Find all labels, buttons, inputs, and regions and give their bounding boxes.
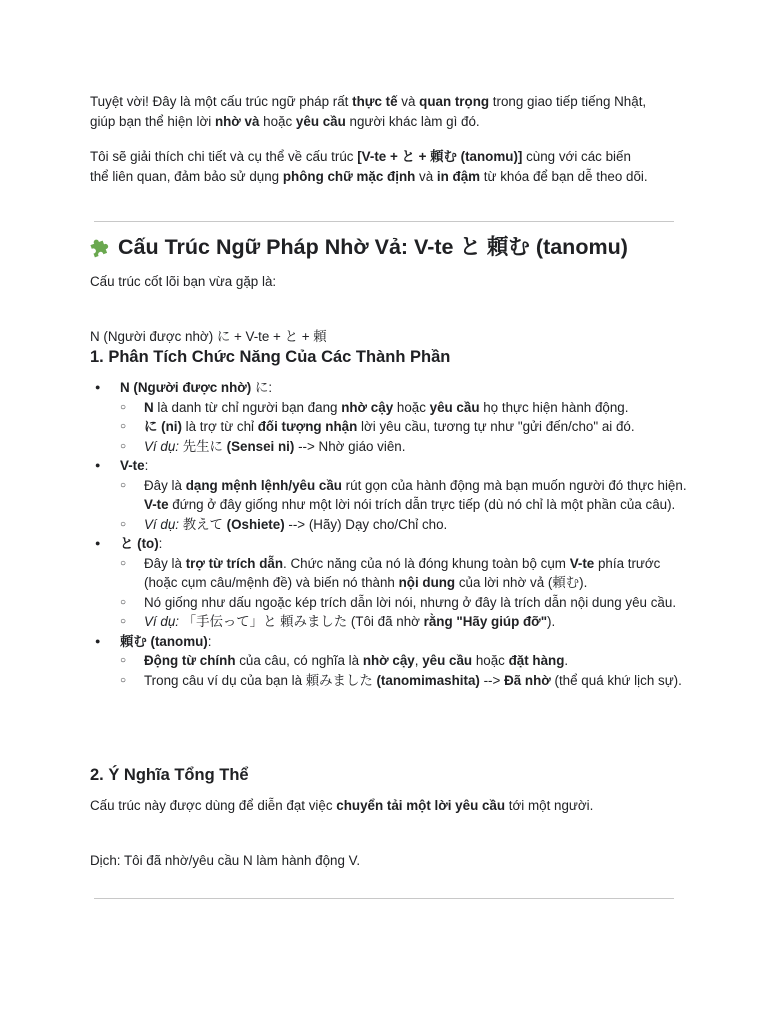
list-subitem: ○ Trong câu ví dụ của bạn là 頼みました (tanomimashita) --> Đã nhờ (thể quá khứ lịch sự). [120,671,690,691]
list-subitem: ○ Đây là trợ từ trích dẫn. Chức năng của nó là đóng khung toàn bộ cụm V-te phía trước (hoặc cụm câu/mệnh đề) và biến nó thành nội dung của lời nhờ vả (頼む). [120,554,690,593]
list-subitem: ○ Ví dụ: 先生に (Sensei ni) --> Nhờ giáo viên. [120,437,690,457]
main-heading-text: Cấu Trúc Ngữ Pháp Nhờ Vả: V-te と 頼む (tanomu) [118,235,628,259]
list-item: ● 頼む (tanomu): ○ Động từ chính của câu, có nghĩa là nhờ cậy, yêu cầu hoặc đặt hàng. ○ Trong câu ví dụ của bạn là 頼みました (tanomimashita) --> Đã nhờ (thể quá khứ lịch sự). [90,632,690,691]
divider-bottom [94,898,674,899]
section-1-title: 1. Phân Tích Chức Năng Của Các Thành Phần [90,348,451,366]
translation-line: Dịch: Tôi đã nhờ/yêu cầu N làm hành động V. [90,853,361,868]
list-item: ● N (Người được nhờ) に: ○ N là danh từ chỉ người bạn đang nhờ cậy hoặc yêu cầu họ thực hiện hành động. ○ に (ni) là trợ từ chỉ đối tượng nhận lời yêu cầu, tương tự như "gửi đến/cho" ai đó. ○ Ví dụ: 先生に (Sensei ni) --> Nhờ giáo viên. [90,378,690,456]
list-item: ● V-te: ○ Đây là dạng mệnh lệnh/yêu cầu rút gọn của hành động mà bạn muốn người đó thực hiện. V-te đứng ở đây giống như một lời nói trích dẫn trực tiếp (dù nó chỉ là một phần của câu). ○ Ví dụ: 教えて (Oshiete) --> (Hãy) Dạy cho/Chỉ cho. [90,456,690,534]
list-subitem: ○ N là danh từ chỉ người bạn đang nhờ cậy hoặc yêu cầu họ thực hiện hành động. [120,398,690,418]
component-list [90,378,690,690]
divider-top [94,221,674,222]
list-subitem: ○ Ví dụ: 「手伝って」と 頼みました (Tôi đã nhờ rằng "Hãy giúp đỡ"). [120,612,690,632]
list-subitem: ○ に (ni) là trợ từ chỉ đối tượng nhận lời yêu cầu, tương tự như "gửi đến/cho" ai đó. [120,417,690,437]
list-subitem: ○ Ví dụ: 教えて (Oshiete) --> (Hãy) Dạy cho/Chỉ cho. [120,515,690,535]
intro-paragraph-2: Tôi sẽ giải thích chi tiết và cụ thể về cấu trúc [V-te + と + 頼む (tanomu)] cùng với các biến thể liên quan, đảm bảo sử dụng phông chữ mặc định và in đậm từ khóa để bạn dễ theo dõi. [90,149,648,184]
core-intro: Cấu trúc cốt lõi bạn vừa gặp là: [90,274,277,289]
list-subitem: ○ Động từ chính của câu, có nghĩa là nhờ cậy, yêu cầu hoặc đặt hàng. [120,651,690,671]
formula-line: N (Người được nhờ) に + V-te + と + 頼 [90,329,327,344]
section-2-title: 2. Ý Nghĩa Tổng Thể [90,766,249,784]
puzzle-icon [88,234,112,258]
intro-paragraph-1: Tuyệt vời! Đây là một cấu trúc ngữ pháp rất thực tế và quan trọng trong giao tiếp tiếng Nhật, giúp bạn thể hiện lời nhờ và hoặc yêu cầu người khác làm gì đó. [90,94,647,129]
list-subitem: ○ Đây là dạng mệnh lệnh/yêu cầu rút gọn của hành động mà bạn muốn người đó thực hiện. V-te đứng ở đây giống như một lời nói trích dẫn trực tiếp (dù nó chỉ là một phần của câu). [120,476,690,515]
section-2-paragraph: Cấu trúc này được dùng để diễn đạt việc chuyển tải một lời yêu cầu tới một người. [90,798,594,813]
list-item: ● と (to): ○ Đây là trợ từ trích dẫn. Chức năng của nó là đóng khung toàn bộ cụm V-te phía trước (hoặc cụm câu/mệnh đề) và biến nó thành nội dung của lời nhờ vả (頼む). ○ Nó giống như dấu ngoặc kép trích dẫn lời nói, nhưng ở đây là trích dẫn nội dung yêu cầu. ○ Ví dụ: 「手伝って」と 頼みました (Tôi đã nhờ rằng "Hãy giúp đỡ"). [90,534,690,632]
list-subitem: ○ Nó giống như dấu ngoặc kép trích dẫn lời nói, nhưng ở đây là trích dẫn nội dung yêu cầu. [120,593,690,613]
main-heading [88,232,628,262]
